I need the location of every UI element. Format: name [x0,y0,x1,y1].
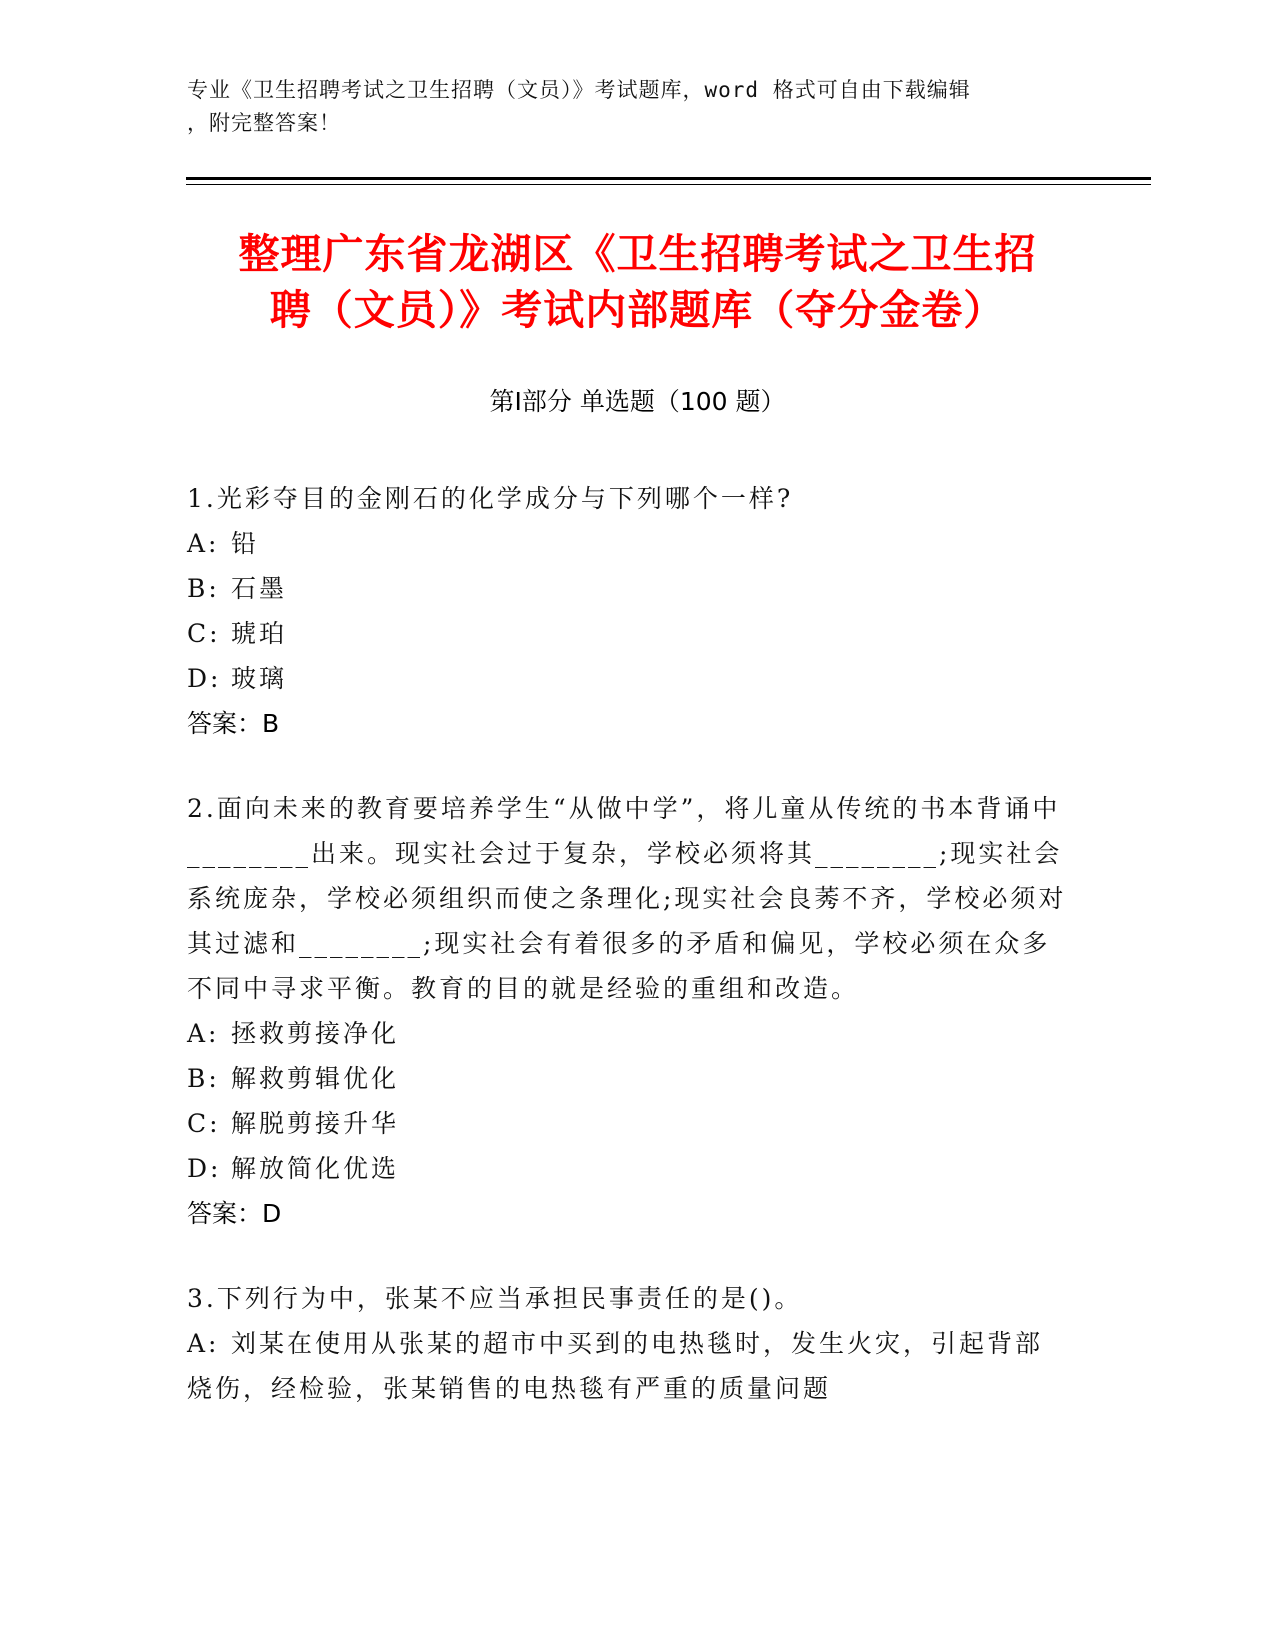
header-divider-thick [186,177,1151,180]
option-text: 拯救剪接净化 [231,1019,400,1048]
option-key: C: [187,619,221,648]
answer-line: 答案：B [187,709,280,738]
option-b [187,1056,1067,1101]
header-note-line-2: ，附完整答案！ [187,111,341,135]
option-text: 玻璃 [231,664,288,693]
option-a [187,1011,1067,1056]
option-c [187,1101,1067,1146]
question-stem: 1.光彩夺目的金刚石的化学成分与下列哪个一样? [187,484,794,513]
header-divider-thin [186,184,1151,185]
option-key: A: [187,1019,220,1048]
option-key: A: [187,529,220,558]
option-key: A: [187,1329,220,1358]
document-title-line-1: 整理广东省龙湖区《卫生招聘考试之卫生招 [238,230,1037,278]
option-d [187,1146,1067,1191]
option-text: 解脱剪接升华 [231,1109,400,1138]
header-note-line-1: 专业《卫生招聘考试之卫生招聘（文员）》考试题库，word 格式可自由下载编辑 [187,78,971,102]
option-d [187,656,1067,701]
option-text: 刘某在使用从张某的超市中买到的电热毯时，发生火灾，引起背部烧伤，经检验，张某销售的电热毯有严重的质量问题 [187,1329,1044,1403]
option-text: 铅 [231,529,260,558]
option-c [187,611,1067,656]
option-key: D: [187,1154,222,1183]
option-a [187,1321,1067,1411]
question-list [187,476,1067,1451]
question-2 [187,786,1067,1236]
option-key: B: [187,1064,220,1093]
header-note [187,74,1067,140]
option-key: D: [187,664,222,693]
document-title-line-2: 聘（文员）》考试内部题库（夺分金卷） [269,286,1006,334]
option-text: 解放简化优选 [231,1154,400,1183]
option-text: 石墨 [231,574,288,603]
section-heading: 第Ⅰ部分 单选题（100 题） [489,387,786,416]
option-b [187,566,1067,611]
option-text: 解救剪辑优化 [231,1064,400,1093]
question-3 [187,1276,1067,1411]
option-key: C: [187,1109,221,1138]
option-key: B: [187,574,220,603]
question-1 [187,476,1067,746]
question-stem: 2.面向未来的教育要培养学生“从做中学”，将儿童从传统的书本背诵中________出来。现实社会过于复杂，学校必须将其________;现实社会系统庞杂，学校必须组织而使之条理化;现实社会良莠不齐，学校必须对其过滤和________;现实社会有着很多的矛盾和偏见，学校必须在众多不同中寻求平衡。教育的目的就是经验的重组和改造。 [187,794,1067,1003]
option-text: 琥珀 [231,619,288,648]
option-a [187,521,1067,566]
document-title [150,226,1125,338]
answer-line: 答案：D [187,1199,282,1228]
question-stem: 3.下列行为中，张某不应当承担民事责任的是()。 [187,1284,803,1313]
